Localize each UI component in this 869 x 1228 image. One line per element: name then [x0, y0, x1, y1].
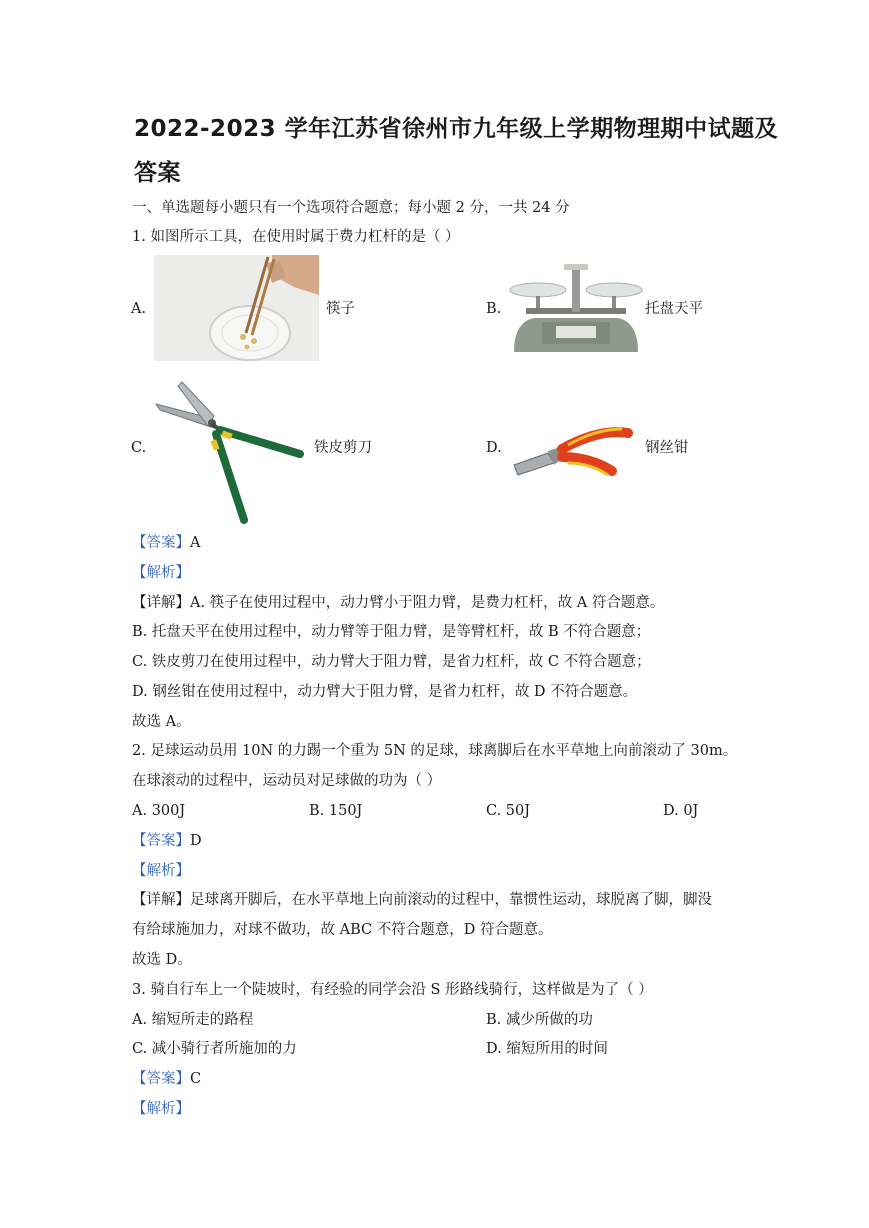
- q1-option-d-label: 钢丝钳: [645, 440, 689, 456]
- q1-detail-line: 【详解】A. 筷子在使用过程中，动力臂小于阻力臂，是费力杠杆，故 A 符合题意。: [132, 595, 665, 611]
- q2-stem-line2: 在球滚动的过程中，运动员对足球做的功为（ ）: [132, 773, 442, 789]
- q2-stem-line1: 2. 足球运动员用 10N 的力踢一个重为 5N 的足球，球离脚后在水平草地上向前滚动了 30m。: [132, 743, 738, 759]
- q2-answer-line: [132, 831, 202, 851]
- q2-answer-value: D: [190, 833, 202, 849]
- q2-option-d: D. 0J: [663, 803, 699, 819]
- q1-option-c-letter: C.: [131, 440, 147, 456]
- section-heading: 一、单选题每小题只有一个选项符合题意；每小题 2 分，一共 24 分: [132, 200, 570, 216]
- q2-conclusion: 故选 D。: [132, 952, 192, 968]
- doc-title-line1: 2022-2023 学年江苏省徐州市九年级上学期物理期中试题及: [134, 116, 779, 142]
- q2-option-a: A. 300J: [132, 803, 186, 819]
- q1-conclusion: 故选 A。: [132, 714, 191, 730]
- q3-option-b: B. 减少所做的功: [486, 1012, 593, 1028]
- q1-stem: 1. 如图所示工具，在使用时属于费力杠杆的是（ ）: [132, 229, 460, 245]
- chopsticks-figure: [154, 255, 319, 361]
- q3-analysis-tag: 【解析】: [132, 1101, 190, 1117]
- q3-option-c: C. 减小骑行者所施加的力: [132, 1041, 297, 1057]
- q2-analysis-tag: 【解析】: [132, 863, 190, 879]
- q1-option-c-label: 铁皮剪刀: [314, 440, 372, 456]
- q1-analysis-tag: 【解析】: [132, 565, 190, 581]
- q2-option-c: C. 50J: [486, 803, 531, 819]
- q1-detail-line: C. 铁皮剪刀在使用过程中，动力臂大于阻力臂，是省力杠杆，故 C 不符合题意；: [132, 654, 651, 670]
- q1-option-b-label: 托盘天平: [645, 301, 703, 317]
- q2-detail-line2: 有给球施加力，对球不做功，故 ABC 不符合题意，D 符合题意。: [132, 922, 553, 938]
- q1-answer-value: A: [190, 535, 201, 551]
- q1-answer-line: [132, 533, 200, 553]
- q2-answer-tag: 【答案】: [132, 833, 190, 849]
- q3-option-a: A. 缩短所走的路程: [132, 1012, 254, 1028]
- q1-answer-tag: 【答案】: [132, 535, 190, 551]
- q3-answer-line: [132, 1069, 201, 1089]
- q1-option-a-letter: A.: [131, 301, 147, 317]
- q3-answer-value: C: [190, 1071, 202, 1087]
- q2-option-b: B. 150J: [309, 803, 363, 819]
- q3-stem: 3. 骑自行车上一个陡坡时，有经验的同学会沿 S 形路线骑行，这样做是为了（ ）: [132, 982, 653, 998]
- tin-snips-figure: [152, 378, 308, 524]
- doc-title-line2: 答案: [134, 160, 181, 186]
- q3-option-d: D. 缩短所用的时间: [486, 1041, 608, 1057]
- q1-option-b-letter: B.: [486, 301, 502, 317]
- q1-option-a-label: 筷子: [326, 301, 355, 317]
- q1-option-d-letter: D.: [486, 440, 502, 456]
- balance-scale-figure: [506, 260, 646, 356]
- q1-detail-line: B. 托盘天平在使用过程中，动力臂等于阻力臂，是等臂杠杆，故 B 不符合题意；: [132, 624, 651, 640]
- q2-detail-line1: 【详解】足球离开脚后，在水平草地上向前滚动的过程中，靠惯性运动，球脱离了脚，脚没: [132, 892, 712, 908]
- q1-detail-line: D. 钢丝钳在使用过程中，动力臂大于阻力臂，是省力杠杆，故 D 不符合题意。: [132, 684, 638, 700]
- pliers-figure: [508, 383, 636, 511]
- q3-answer-tag: 【答案】: [132, 1071, 190, 1087]
